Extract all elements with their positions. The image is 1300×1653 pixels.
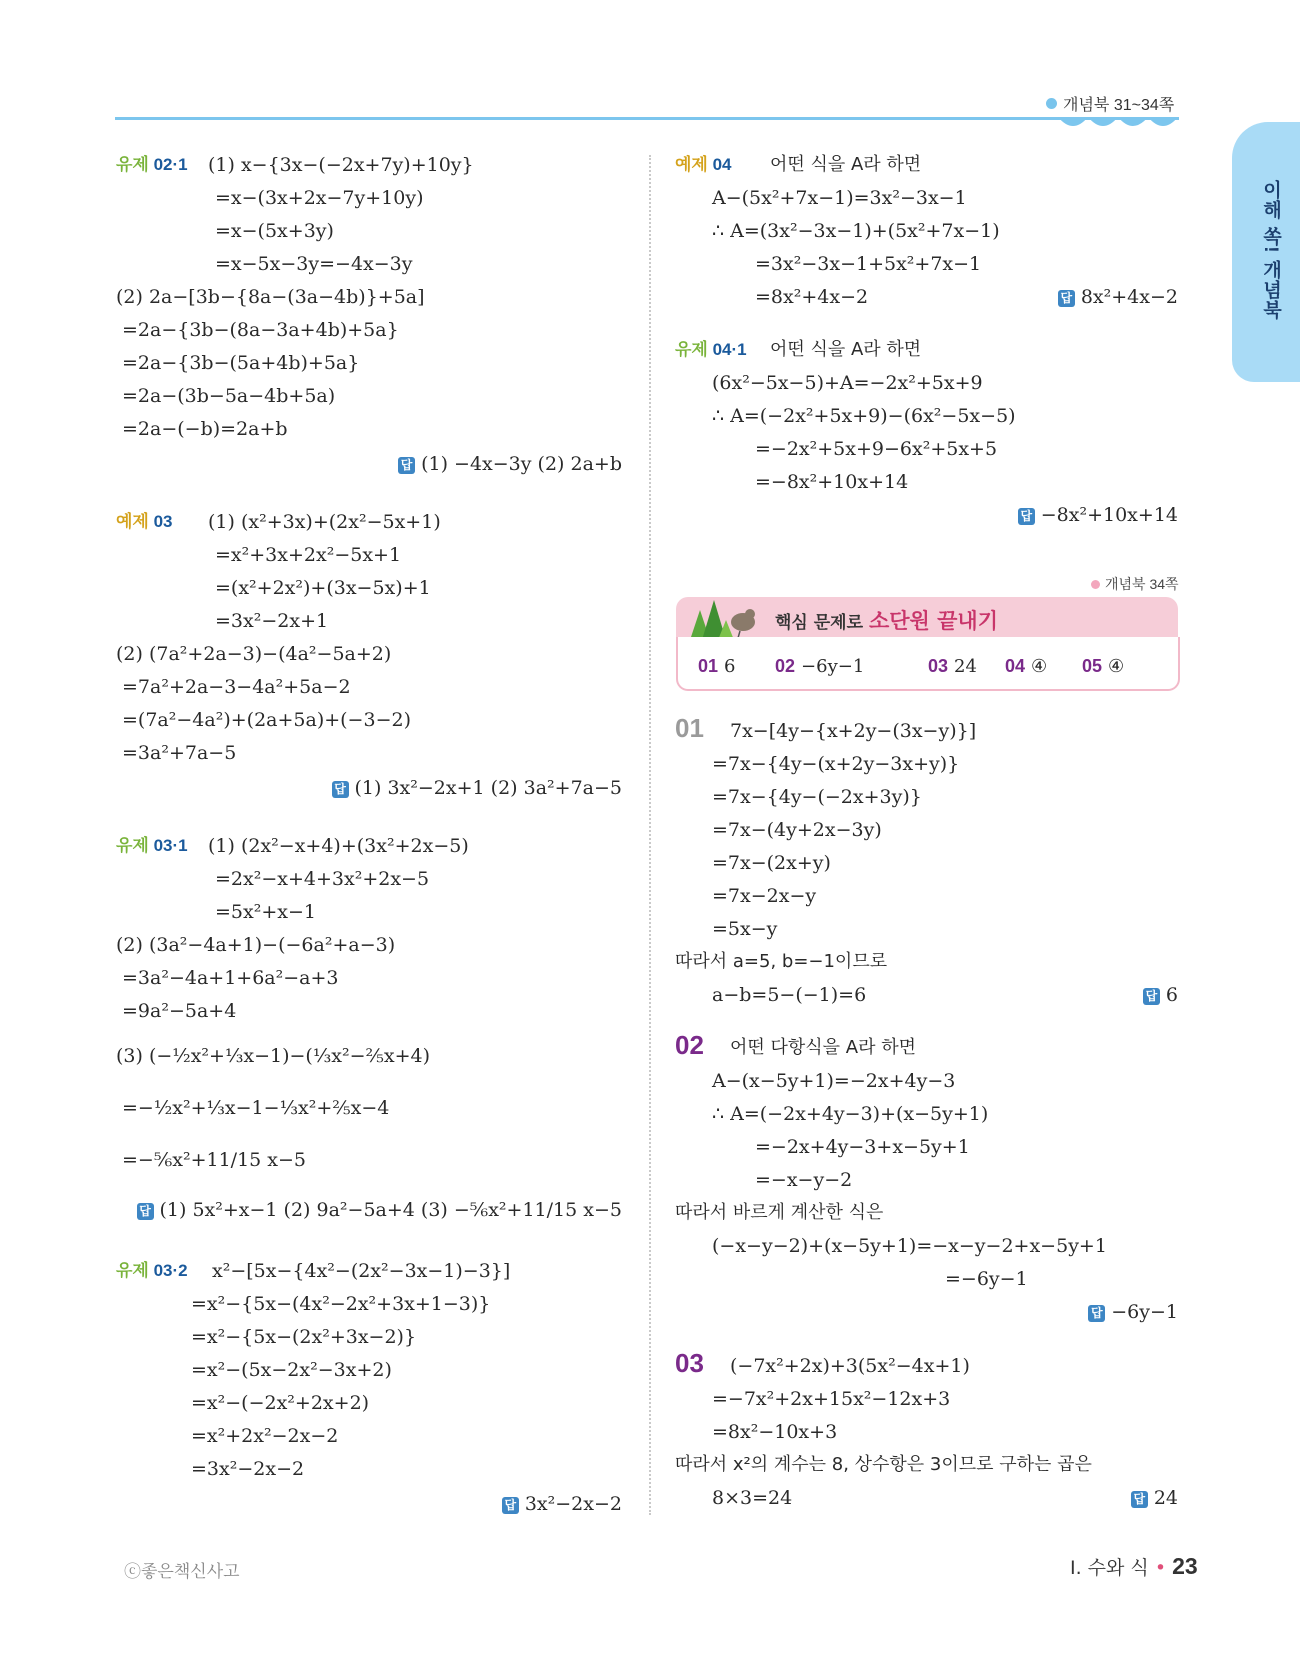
math-line: =3x²−2x+1 [215, 610, 329, 632]
answer: 답 6 [1143, 983, 1178, 1007]
math-line: =7x−(2x+y) [712, 852, 831, 874]
math-line: =−2x²+5x+9−6x²+5x+5 [755, 438, 998, 460]
math-line: =8x²−10x+3 [712, 1421, 838, 1443]
math-line: =x−(5x+3y) [215, 220, 334, 242]
math-line: A−(x−5y+1)=−2x+4y−3 [712, 1070, 956, 1092]
math-line: =3x²−3x−1+5x²+7x−1 [755, 253, 982, 275]
answer: 답 3x²−2x−2 [502, 1492, 622, 1516]
summary-answer-04: 04 ④ [1005, 656, 1048, 677]
text-line: 따라서 x²의 계수는 8, 상수항은 3이므로 구하는 곱은 [675, 1454, 1092, 1475]
math-line: =3a²−4a+1+6a²−a+3 [122, 967, 339, 989]
question-number: 01 [675, 713, 704, 743]
math-line: 7x−[4y−{x+2y−(3x−y)}] [730, 720, 977, 742]
answer: 답 −8x²+10x+14 [1018, 503, 1178, 527]
answer-badge-icon: 답 [398, 457, 415, 474]
summary-answer-01: 01 6 [698, 656, 736, 677]
math-line: =(x²+2x²)+(3x−5x)+1 [215, 577, 431, 599]
problem-label: 예제 03 [116, 512, 173, 531]
math-line: =x²−{5x−(4x²−2x²+3x+1−3)} [191, 1293, 491, 1315]
problem-label: 예제 04 [675, 155, 732, 174]
math-line: =−⅚x²+11/15 x−5 [122, 1149, 307, 1171]
math-line: (−x−y−2)+(x−5y+1)=−x−y−2+x−5y+1 [712, 1235, 1107, 1257]
math-line: =7x−(4y+2x−3y) [712, 819, 882, 841]
math-line: =−6y−1 [945, 1268, 1028, 1290]
answer-badge-icon: 답 [1058, 290, 1075, 307]
math-line: =8x²+4x−2 [755, 286, 869, 308]
answer-badge-icon: 답 [1018, 508, 1035, 525]
math-line: =3x²−2x−2 [191, 1458, 305, 1480]
bullet-dot-icon [1046, 98, 1057, 109]
math-line: (2) 2a−[3b−{8a−(3a−4b)}+5a] [116, 286, 425, 308]
side-tab-label: 이해 쏙! 개념북 [1260, 180, 1281, 320]
math-line: (−7x²+2x)+3(5x²−4x+1) [730, 1355, 970, 1377]
math-line: =5x²+x−1 [215, 901, 316, 923]
math-line: (1) (2x²−x+4)+(3x²+2x−5) [208, 835, 469, 857]
answer: 답 8x²+4x−2 [1058, 285, 1178, 309]
math-line: (1) (x²+3x)+(2x²−5x+1) [208, 511, 441, 533]
math-line: a−b=5−(−1)=6 [712, 984, 867, 1006]
column-divider [649, 155, 651, 1515]
bullet-dot-icon [1091, 580, 1100, 589]
answer-badge-icon: 답 [1088, 1305, 1105, 1322]
problem-label: 유제 03·2 [116, 1261, 188, 1280]
answer: 답 (1) 3x²−2x+1 (2) 3a²+7a−5 [332, 776, 622, 800]
answer-badge-icon: 답 [1131, 1491, 1148, 1508]
math-line: 8×3=24 [712, 1487, 793, 1509]
math-line: =7x−{4y−(x+2y−3x+y)} [712, 753, 960, 775]
math-line: =x²+3x+2x²−5x+1 [215, 544, 402, 566]
math-line: =2a−{3b−(8a−3a+4b)+5a} [122, 319, 399, 341]
section-title: 핵심 문제로 소단원 끝내기 [775, 609, 998, 633]
math-line: =9a²−5a+4 [122, 1000, 237, 1022]
math-line: ∴ A=(−2x²+5x+9)−(6x²−5x−5) [712, 405, 1016, 427]
math-line: =−½x²+⅓x−1−⅓x²+⅖x−4 [122, 1097, 390, 1119]
text-line: 어떤 식을 A라 하면 [770, 339, 922, 360]
math-line: x²−[5x−{4x²−(2x²−3x−1)−3}] [212, 1260, 511, 1282]
math-line: =2a−{3b−(5a+4b)+5a} [122, 352, 360, 374]
concept-book-ref: 개념북 31~34쪽 [1046, 92, 1174, 115]
summary-answer-03: 03 24 [928, 656, 977, 677]
math-line: =x²−(−2x²+2x+2) [191, 1392, 370, 1414]
math-line: ∴ A=(3x²−3x−1)+(5x²+7x−1) [712, 220, 1000, 242]
math-line: =x²+2x²−2x−2 [191, 1425, 339, 1447]
math-line: =x²−(5x−2x²−3x+2) [191, 1359, 392, 1381]
math-line: =7x−{4y−(−2x+3y)} [712, 786, 922, 808]
concept-book-ref-34: 개념북 34쪽 [1091, 574, 1179, 594]
answer-badge-icon: 답 [137, 1203, 154, 1220]
answer: 답 24 [1131, 1486, 1178, 1510]
math-line: =2a−(3b−5a−4b+5a) [122, 385, 336, 407]
text-line: 어떤 다항식을 A라 하면 [730, 1037, 916, 1058]
header-rule [115, 117, 1179, 120]
answer-badge-icon: 답 [1143, 988, 1160, 1005]
question-number: 02 [675, 1030, 704, 1060]
math-line: =3a²+7a−5 [122, 742, 237, 764]
math-line: =x−(3x+2x−7y+10y) [215, 187, 424, 209]
answer: 답 (1) −4x−3y (2) 2a+b [398, 452, 622, 476]
math-line: =−2x+4y−3+x−5y+1 [755, 1136, 970, 1158]
question-number: 03 [675, 1348, 704, 1378]
math-line: (1) x−{3x−(−2x+7y)+10y} [208, 154, 474, 176]
copyright: ⓒ좋은책신사고 [124, 1562, 240, 1582]
text-line: 따라서 a=5, b=−1이므로 [675, 951, 888, 972]
math-line: =x−5x−3y=−4x−3y [215, 253, 413, 275]
answer: 답 −6y−1 [1088, 1300, 1178, 1324]
cloud-wave-decoration [1058, 117, 1178, 135]
math-line: =−x−y−2 [755, 1169, 853, 1191]
math-line: (2) (3a²−4a+1)−(−6a²+a−3) [116, 934, 396, 956]
tree-bird-illustration-icon [680, 586, 760, 642]
math-line: =(7a²−4a²)+(2a+5a)+(−3−2) [122, 709, 411, 731]
page-footer: Ⅰ. 수와 식 • 23 [1070, 1553, 1198, 1579]
math-line: =7a²+2a−3−4a²+5a−2 [122, 676, 351, 698]
math-line: =x²−{5x−(2x²+3x−2)} [191, 1326, 417, 1348]
math-line: (3) (−½x²+⅓x−1)−(⅓x²−⅖x+4) [116, 1045, 431, 1067]
math-line: =−8x²+10x+14 [755, 471, 909, 493]
summary-answer-02: 02 −6y−1 [775, 656, 865, 677]
answer: 답 (1) 5x²+x−1 (2) 9a²−5a+4 (3) −⅚x²+11/15 x−5 [137, 1198, 623, 1222]
math-line: =2x²−x+4+3x²+2x−5 [215, 868, 430, 890]
math-line: (6x²−5x−5)+A=−2x²+5x+9 [712, 372, 983, 394]
answer-badge-icon: 답 [502, 1497, 519, 1514]
math-line: =5x−y [712, 918, 778, 940]
math-line: =7x−2x−y [712, 885, 817, 907]
problem-label: 유제 03·1 [116, 836, 188, 855]
summary-answer-05: 05 ④ [1082, 656, 1125, 677]
math-line: =2a−(−b)=2a+b [122, 418, 288, 440]
problem-label: 유제 04·1 [675, 340, 747, 359]
answer-badge-icon: 답 [332, 781, 349, 798]
math-line: (2) (7a²+2a−3)−(4a²−5a+2) [116, 643, 392, 665]
math-line: =−7x²+2x+15x²−12x+3 [712, 1388, 951, 1410]
text-line: 따라서 바르게 계산한 식은 [675, 1202, 884, 1223]
math-line: ∴ A=(−2x+4y−3)+(x−5y+1) [712, 1103, 989, 1125]
text-line: 어떤 식을 A라 하면 [770, 154, 922, 175]
problem-label: 유제 02·1 [116, 155, 188, 174]
math-line: A−(5x²+7x−1)=3x²−3x−1 [712, 187, 967, 209]
